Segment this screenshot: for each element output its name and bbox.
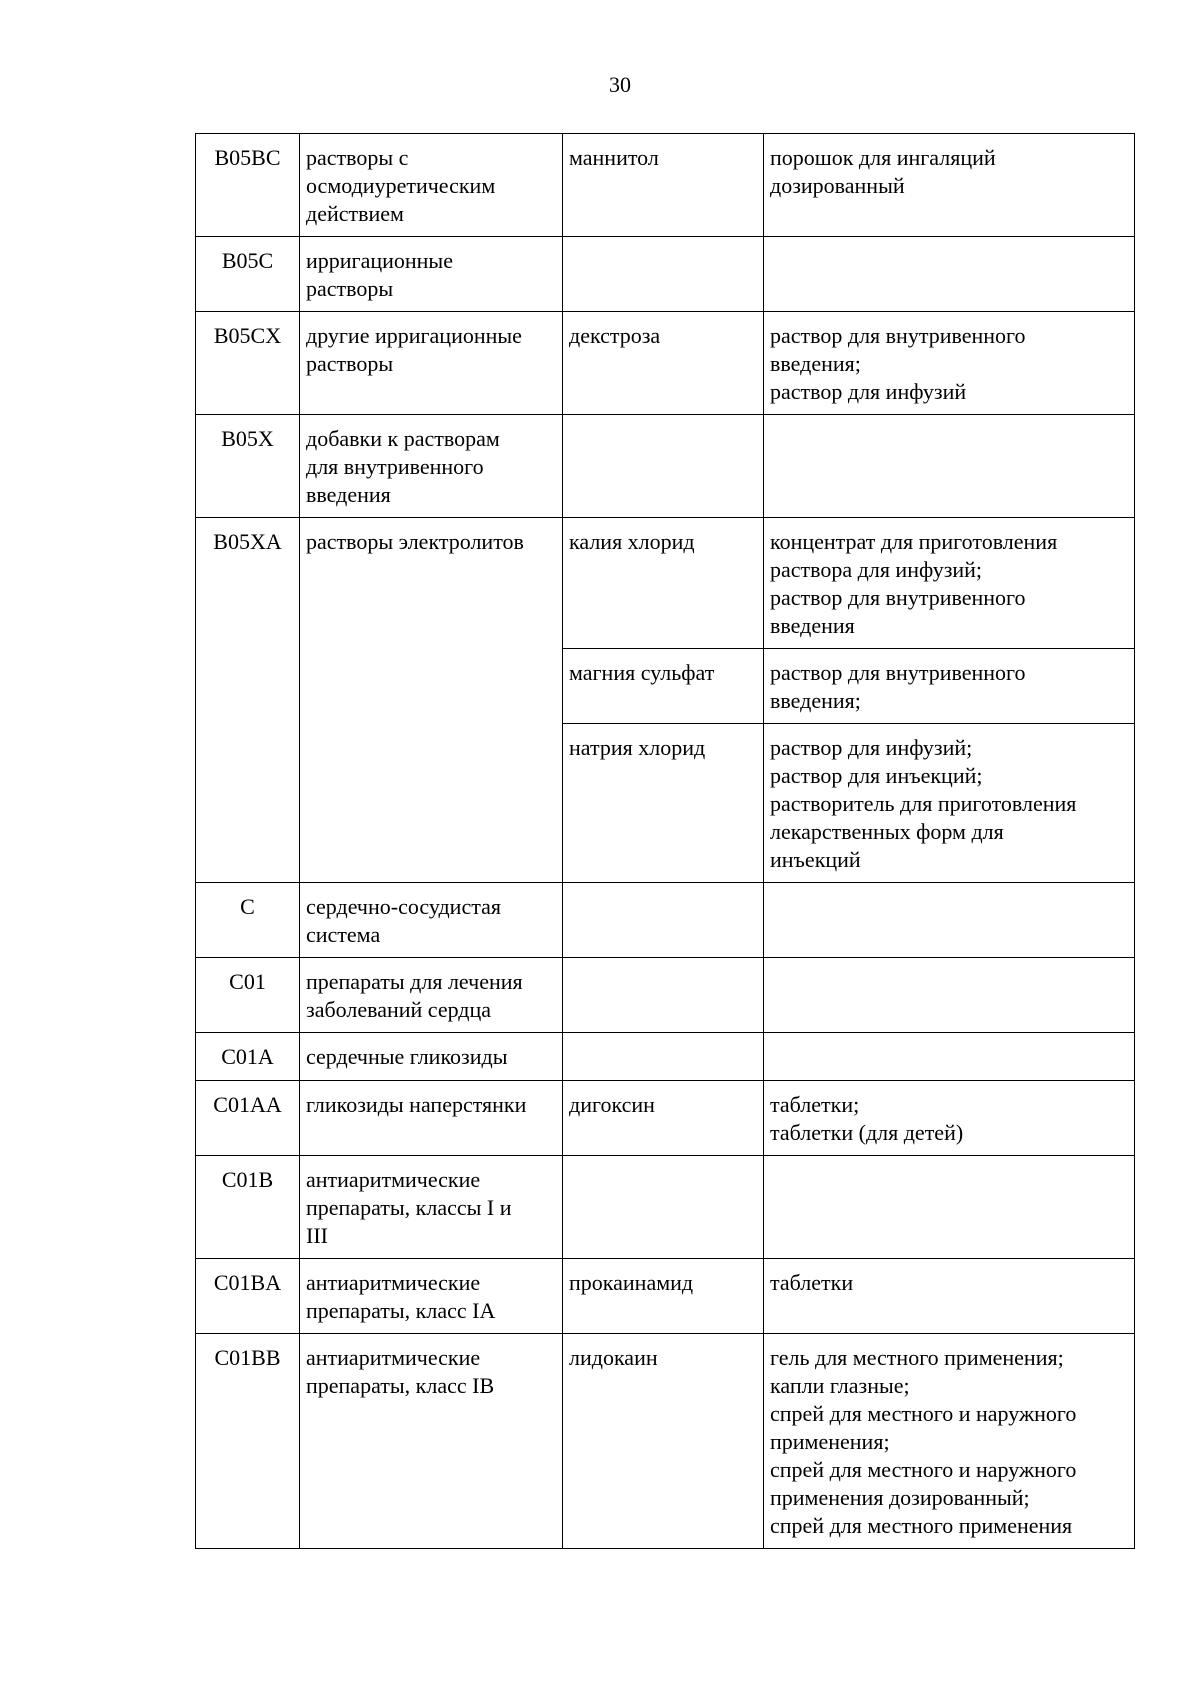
atc-code-cell: C01BA <box>196 1259 300 1334</box>
drug-cell <box>563 958 764 1033</box>
atc-code-cell: C01BB <box>196 1334 300 1549</box>
cell-text-line: гликозиды наперстянки <box>306 1092 527 1117</box>
form-cell <box>764 237 1135 312</box>
table-row <box>196 415 1135 518</box>
atc-code-cell: C01B <box>196 1156 300 1259</box>
group-cell <box>300 237 563 312</box>
table-row <box>196 1081 1135 1156</box>
cell-text-line: дозированный <box>770 173 905 198</box>
cell-text-line: введения; <box>770 351 861 376</box>
cell-text-line: введения <box>306 482 391 507</box>
atc-drug-table <box>195 133 1135 1549</box>
cell-text-line: раствор для внутривенного <box>770 585 1026 610</box>
atc-code-cell: C01A <box>196 1033 300 1081</box>
atc-code-cell: C <box>196 883 300 958</box>
cell-text-line: капли глазные; <box>770 1373 910 1398</box>
drug-cell <box>563 883 764 958</box>
drug-cell <box>563 1033 764 1081</box>
form-cell <box>764 1156 1135 1259</box>
cell-text-line: введения; <box>770 688 861 713</box>
drug-cell <box>563 237 764 312</box>
cell-text-line: порошок для ингаляций <box>770 145 996 170</box>
form-cell <box>764 134 1135 237</box>
group-cell <box>300 1033 563 1081</box>
table-row <box>196 958 1135 1033</box>
form-cell <box>764 518 1135 649</box>
cell-text-line: препараты, класс IB <box>306 1373 495 1398</box>
cell-text-line: антиаритмические <box>306 1270 481 1295</box>
table-row <box>196 883 1135 958</box>
drug-cell: лидокаин <box>563 1334 764 1549</box>
group-cell <box>300 134 563 237</box>
form-cell <box>764 649 1135 724</box>
cell-text-line: таблетки; <box>770 1092 860 1117</box>
group-cell <box>300 883 563 958</box>
drug-cell: магния сульфат <box>563 649 764 724</box>
atc-code-cell: B05X <box>196 415 300 518</box>
table-row <box>196 312 1135 415</box>
form-cell <box>764 958 1135 1033</box>
form-cell <box>764 415 1135 518</box>
cell-text-line: раствор для инфузий; <box>770 735 973 760</box>
cell-text-line: раствор для инъекций; <box>770 763 983 788</box>
cell-text-line: сердечные гликозиды <box>306 1044 508 1069</box>
cell-text-line: раствор для внутривенного <box>770 660 1026 685</box>
table-row <box>196 518 1135 649</box>
table-row <box>196 1259 1135 1334</box>
drug-cell: маннитол <box>563 134 764 237</box>
atc-code-cell: C01AA <box>196 1081 300 1156</box>
cell-text-line: гель для местного применения; <box>770 1345 1064 1370</box>
form-cell <box>764 1081 1135 1156</box>
drug-cell: дигоксин <box>563 1081 764 1156</box>
cell-text-line: препараты, класс IA <box>306 1298 496 1323</box>
cell-text-line: применения дозированный; <box>770 1485 1030 1510</box>
form-cell <box>764 883 1135 958</box>
cell-text-line: концентрат для приготовления <box>770 529 1058 554</box>
cell-text-line: лекарственных форм для <box>770 819 1004 844</box>
form-cell <box>764 724 1135 883</box>
page-number: 30 <box>609 72 631 97</box>
cell-text-line: препараты для лечения <box>306 969 523 994</box>
cell-text-line: III <box>306 1223 328 1248</box>
form-cell <box>764 312 1135 415</box>
cell-text-line: растворы электролитов <box>306 529 524 554</box>
table-row <box>196 1033 1135 1081</box>
atc-code-cell: C01 <box>196 958 300 1033</box>
form-cell <box>764 1259 1135 1334</box>
cell-text-line: таблетки (для детей) <box>770 1120 964 1145</box>
atc-code-cell: B05CX <box>196 312 300 415</box>
cell-text-line: таблетки <box>770 1270 854 1295</box>
cell-text-line: для внутривенного <box>306 454 484 479</box>
group-cell <box>300 1259 563 1334</box>
cell-text-line: ирригационные <box>306 248 453 273</box>
cell-text-line: другие ирригационные <box>306 323 522 348</box>
cell-text-line: раствор для инфузий <box>770 379 967 404</box>
group-cell <box>300 1081 563 1156</box>
cell-text-line: растворы с <box>306 145 409 170</box>
cell-text-line: препараты, классы I и <box>306 1195 512 1220</box>
atc-code-cell: B05XA <box>196 518 300 883</box>
cell-text-line: спрей для местного применения <box>770 1513 1073 1538</box>
cell-text-line: система <box>306 922 381 947</box>
form-cell <box>764 1334 1135 1549</box>
table-row <box>196 1156 1135 1259</box>
cell-text-line: антиаритмические <box>306 1345 481 1370</box>
group-cell <box>300 415 563 518</box>
cell-text-line: растворитель для приготовления <box>770 791 1077 816</box>
cell-text-line: растворы <box>306 351 394 376</box>
drug-cell: прокаинамид <box>563 1259 764 1334</box>
drug-cell: натрия хлорид <box>563 724 764 883</box>
table-body <box>196 134 1135 1549</box>
group-cell <box>300 958 563 1033</box>
cell-text-line: осмодиуретическим <box>306 173 496 198</box>
cell-text-line: раствора для инфузий; <box>770 557 983 582</box>
cell-text-line: действием <box>306 201 404 226</box>
atc-code-cell: B05C <box>196 237 300 312</box>
cell-text-line: заболеваний сердца <box>306 997 492 1022</box>
group-cell <box>300 312 563 415</box>
cell-text-line: введения <box>770 613 855 638</box>
cell-text-line: антиаритмические <box>306 1167 481 1192</box>
group-cell <box>300 518 563 883</box>
cell-text-line: применения; <box>770 1429 890 1454</box>
atc-code-cell: B05BC <box>196 134 300 237</box>
cell-text-line: сердечно-сосудистая <box>306 894 501 919</box>
cell-text-line: спрей для местного и наружного <box>770 1457 1077 1482</box>
cell-text-line: спрей для местного и наружного <box>770 1401 1077 1426</box>
drug-cell <box>563 1156 764 1259</box>
drug-cell: декстроза <box>563 312 764 415</box>
drug-cell <box>563 415 764 518</box>
cell-text-line: растворы <box>306 276 394 301</box>
table-row <box>196 237 1135 312</box>
cell-text-line: раствор для внутривенного <box>770 323 1026 348</box>
drug-cell: калия хлорид <box>563 518 764 649</box>
table-row <box>196 1334 1135 1549</box>
cell-text-line: добавки к растворам <box>306 426 500 451</box>
form-cell <box>764 1033 1135 1081</box>
group-cell <box>300 1334 563 1549</box>
group-cell <box>300 1156 563 1259</box>
cell-text-line: инъекций <box>770 847 861 872</box>
table-row <box>196 134 1135 237</box>
